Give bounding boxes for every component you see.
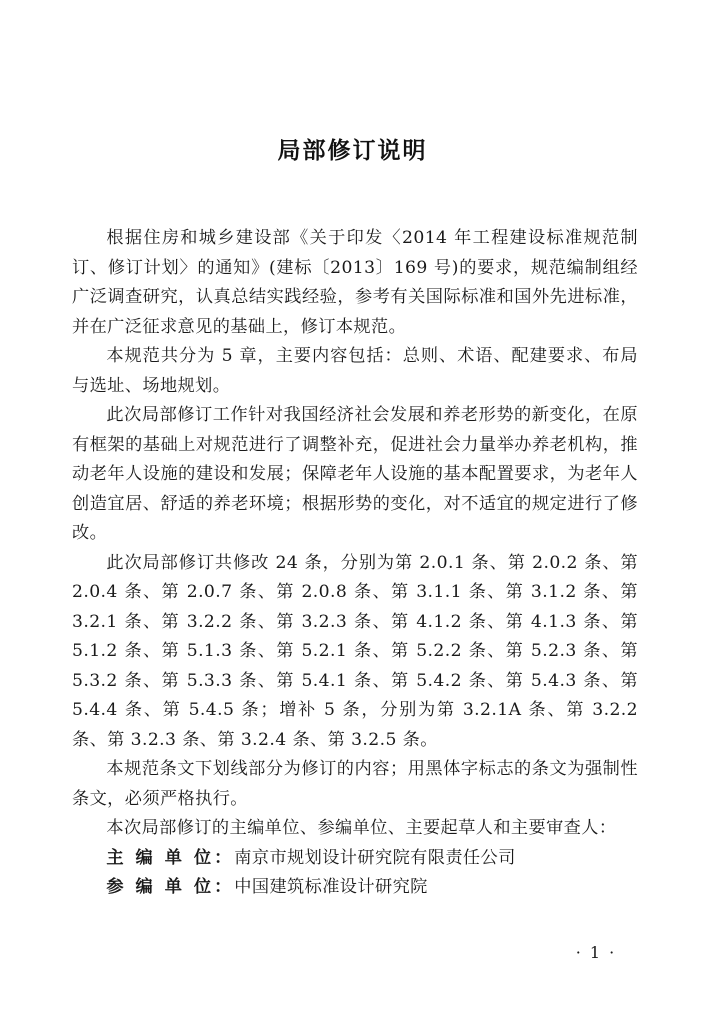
paragraph-background: 根据住房和城乡建设部《关于印发〈2014 年工程建设标准规范制订、修订计划〉的通知》(建标〔2013〕169 号)的要求，规范编制组经广泛调查研究，认真总结实践经验，参考有关国际标准和国外先进标准，并在广泛征求意见的基础上，修订本规范。 bbox=[72, 228, 638, 337]
chief-editor-unit-value: 南京市规划设计研究院有限责任公司 bbox=[234, 847, 516, 868]
page-number: · 1 · bbox=[575, 943, 617, 962]
paragraph-chapters: 本规范共分为 5 章，主要内容包括：总则、术语、配建要求、布局与选址、场地规划。 bbox=[72, 346, 638, 396]
participating-unit-label: 参 编 单 位： bbox=[106, 877, 235, 897]
page-title: 局部修订说明 bbox=[277, 138, 428, 164]
chief-editor-unit-label: 主 编 单 位： bbox=[106, 847, 235, 868]
paragraph-revised-clauses: 此次局部修订共修改 24 条，分别为第 2.0.1 条、第 2.0.2 条、第 2.0.4 条、第 2.0.7 条、第 2.0.8 条、第 3.1.1 条、第 3.1.2 条、第 3.2.1 条、第 3.2.2 条、第 3.2.3 条、第 4.1.2 条、第 4.1.3 条、第 5.1.2 条、第 5.1.3 条、第 5.2.1 条、第 5.2.2 条、第 5.2.3 条、第 5.3.2 条、第 5.3.3 条、第 5.4.1 条、第 5.4.2 条、第 5.4.3 条、第 5.4.4 条、第 5.4.5 条；增补 5 条，分别为第 3.2.1A 条、第 3.2.2 条、第 3.2.3 条、第 3.2.4 条、第 3.2.5 条。 bbox=[72, 552, 638, 750]
body-text bbox=[72, 224, 638, 903]
paragraph-revision-purpose: 此次局部修订工作针对我国经济社会发展和养老形势的新变化，在原有框架的基础上对规范进行了调整补充，促进社会力量举办养老机构，推动老年人设施的建设和发展；保障老年人设施的基本配置要求，为老年人创造宜居、舒适的养老环境；根据形势的变化，对不适宜的规定进行了修改。 bbox=[72, 405, 638, 543]
paragraph-contributors-intro: 本次局部修订的主编单位、参编单位、主要起草人和主要审查人： bbox=[106, 818, 617, 838]
participating-unit-value: 中国建筑标准设计研究院 bbox=[234, 877, 428, 897]
chief-editor-unit bbox=[72, 844, 638, 874]
paragraph-mandatory-note: 本规范条文下划线部分为修订的内容；用黑体字标志的条文为强制性条文，必须严格执行。 bbox=[72, 759, 638, 809]
participating-unit bbox=[72, 873, 638, 903]
